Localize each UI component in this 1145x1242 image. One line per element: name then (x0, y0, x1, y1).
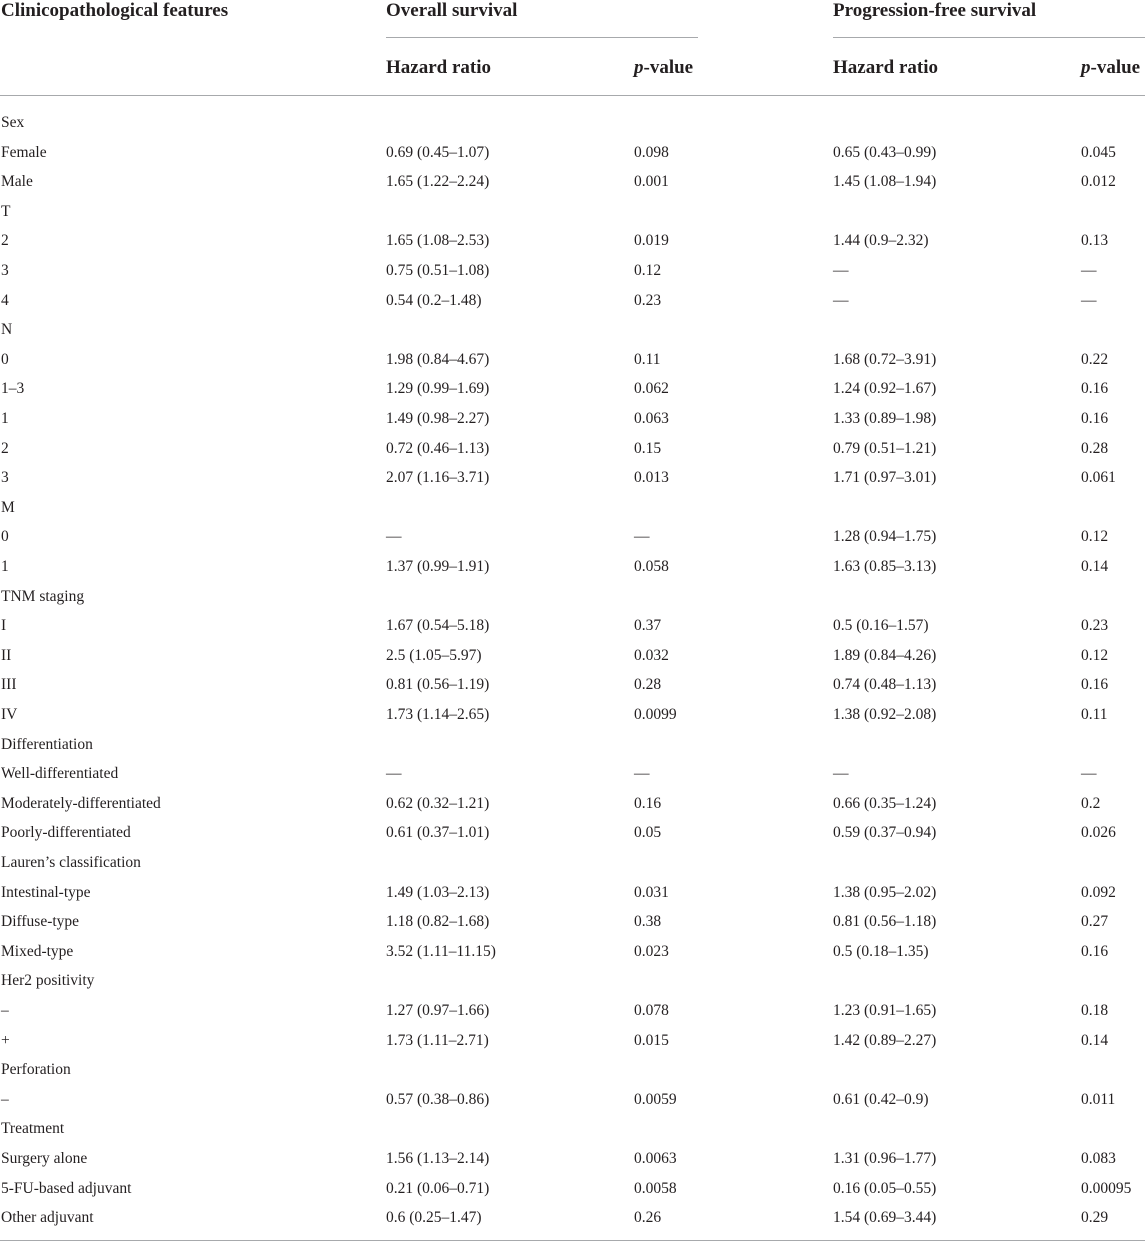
pfs-hazard-ratio-cell: 0.66 (0.35–1.24) (833, 794, 937, 812)
os-p-value-cell: 0.098 (634, 143, 669, 161)
pfs-p-value-cell: 0.083 (1081, 1150, 1116, 1167)
feature-cell: M (1, 498, 15, 516)
pfs-hazard-ratio-cell: 1.68 (0.72–3.91) (833, 350, 937, 368)
os-hazard-ratio-cell: 0.72 (0.46–1.13) (386, 439, 490, 457)
table-row (0, 1144, 1145, 1173)
os-p-value-cell: 0.031 (634, 883, 669, 901)
os-p-value-cell: 0.032 (634, 646, 669, 664)
table-row (0, 286, 1145, 315)
table-row (0, 374, 1145, 403)
os-p-value-cell: 0.05 (634, 824, 662, 842)
table-row (0, 552, 1145, 581)
table-row (0, 1085, 1145, 1114)
pfs-p-value-cell: 0.29 (1081, 1209, 1109, 1227)
pfs-hazard-ratio-cell: 1.45 (1.08–1.94) (833, 173, 937, 191)
pfs-hazard-ratio-cell: 1.33 (0.89–1.98) (833, 410, 937, 427)
feature-cell: N (1, 321, 13, 339)
table-row (0, 1026, 1145, 1055)
table-row (0, 1055, 1145, 1084)
feature-cell: II (1, 646, 12, 664)
os-hazard-ratio-cell: 1.56 (1.13–2.14) (386, 1150, 490, 1167)
table-row (0, 937, 1145, 966)
header-bottom-rule (0, 95, 1145, 96)
pfs-p-value-cell: 0.13 (1081, 232, 1109, 250)
pfs-p-value-cell: 0.12 (1081, 528, 1109, 546)
pfs-hazard-ratio-cell: 0.74 (0.48–1.13) (833, 676, 937, 694)
pfs-p-value-cell: 0.12 (1081, 646, 1109, 664)
pfs-p-value-cell: — (1081, 262, 1097, 279)
table-row (0, 404, 1145, 433)
os-hazard-ratio-cell: 1.37 (0.99–1.91) (386, 558, 490, 575)
pfs-p-value-cell: 0.026 (1081, 824, 1116, 842)
feature-cell: Intestinal-type (1, 883, 91, 901)
os-p-value-cell: 0.058 (634, 558, 669, 575)
os-p-value-cell: 0.26 (634, 1209, 662, 1227)
os-p-value-cell: 0.001 (634, 173, 669, 191)
table-row (0, 996, 1145, 1025)
pfs-hazard-ratio-cell: 1.44 (0.9–2.32) (833, 232, 929, 250)
feature-cell: + (1, 1031, 10, 1049)
table-row (0, 197, 1145, 226)
feature-cell: 5-FU-based adjuvant (1, 1179, 132, 1197)
table-row (0, 700, 1145, 729)
feature-cell: I (1, 617, 7, 635)
os-hazard-ratio-cell: 1.49 (0.98–2.27) (386, 410, 490, 427)
pfs-hazard-ratio-cell: 1.54 (0.69–3.44) (833, 1209, 937, 1227)
os-hazard-ratio-cell: 2.07 (1.16–3.71) (386, 469, 490, 487)
os-hazard-ratio-cell: — (386, 765, 402, 783)
feature-cell: 3 (1, 262, 9, 279)
pfs-hazard-ratio-header: Hazard ratio (833, 57, 939, 78)
pfs-hazard-ratio-cell: 1.89 (0.84–4.26) (833, 646, 937, 664)
pfs-p-value-cell: — (1081, 291, 1097, 309)
feature-cell: 0 (1, 350, 9, 368)
table-row (0, 434, 1145, 463)
pfs-hazard-ratio-cell: 1.63 (0.85–3.13) (833, 558, 937, 575)
pfs-p-value-cell: 0.16 (1081, 676, 1109, 694)
os-p-value-cell: 0.12 (634, 262, 662, 279)
os-group-rule (386, 37, 698, 38)
os-hazard-ratio-cell: 1.73 (1.14–2.65) (386, 706, 490, 723)
pfs-header: Progression-free survival (833, 0, 1037, 21)
pfs-hazard-ratio-cell: 1.23 (0.91–1.65) (833, 1002, 937, 1019)
os-hazard-ratio-cell: 0.54 (0.2–1.48) (386, 291, 482, 309)
feature-cell: 1–3 (1, 380, 25, 398)
feature-cell: Diffuse-type (1, 913, 80, 931)
os-hazard-ratio-cell: 1.73 (1.11–2.71) (386, 1031, 489, 1049)
table-row (0, 611, 1145, 640)
feature-cell: Surgery alone (1, 1150, 88, 1167)
pfs-p-value-cell: 0.16 (1081, 380, 1109, 398)
os-p-value-cell: 0.015 (634, 1031, 669, 1049)
pfs-hazard-ratio-cell: — (833, 262, 849, 279)
table-row (0, 522, 1145, 551)
os-p-value-cell: 0.11 (634, 350, 661, 368)
pfs-p-value-cell: 0.092 (1081, 883, 1116, 901)
table-row (0, 907, 1145, 936)
feature-cell: Sex (1, 114, 25, 131)
pfs-hazard-ratio-cell: 1.38 (0.92–2.08) (833, 706, 937, 723)
pfs-hazard-ratio-cell: 0.79 (0.51–1.21) (833, 439, 937, 457)
os-p-value-cell: 0.019 (634, 232, 669, 250)
pfs-hazard-ratio-cell: 0.5 (0.18–1.35) (833, 942, 929, 960)
feature-cell: Her2 positivity (1, 972, 95, 990)
pfs-p-value-cell: — (1081, 765, 1097, 783)
table-row (0, 167, 1145, 196)
table-row (0, 138, 1145, 167)
pfs-hazard-ratio-cell: 0.5 (0.16–1.57) (833, 617, 929, 635)
table-bottom-rule (0, 1240, 1145, 1241)
feature-cell: Other adjuvant (1, 1209, 94, 1227)
os-hazard-ratio-cell: — (386, 528, 402, 546)
os-hazard-ratio-cell: 1.98 (0.84–4.67) (386, 350, 490, 368)
feature-cell: TNM staging (1, 587, 85, 605)
feature-cell: Moderately-differentiated (1, 794, 161, 812)
table-row (0, 1203, 1145, 1232)
os-p-value-cell: 0.0058 (634, 1179, 677, 1197)
os-hazard-ratio-cell: 0.62 (0.32–1.21) (386, 794, 490, 812)
pfs-p-value-cell: 0.2 (1081, 794, 1101, 812)
table-row (0, 878, 1145, 907)
table-row (0, 1174, 1145, 1203)
os-p-value-cell: 0.062 (634, 380, 669, 398)
pfs-hazard-ratio-cell: 1.71 (0.97–3.01) (833, 469, 937, 487)
pfs-hazard-ratio-cell: 0.59 (0.37–0.94) (833, 824, 937, 842)
feature-cell: T (1, 202, 11, 220)
os-hazard-ratio-cell: 0.6 (0.25–1.47) (386, 1209, 482, 1227)
table-row (0, 226, 1145, 255)
feature-cell: Differentiation (1, 735, 93, 753)
feature-cell: – (1, 1002, 9, 1019)
os-hazard-ratio-cell: 0.75 (0.51–1.08) (386, 262, 490, 279)
os-hazard-ratio-cell: 3.52 (1.11–11.15) (386, 942, 496, 960)
pfs-p-value-cell: 0.16 (1081, 942, 1109, 960)
pfs-hazard-ratio-cell: 0.16 (0.05–0.55) (833, 1179, 937, 1197)
os-hazard-ratio-cell: 1.29 (0.99–1.69) (386, 380, 490, 398)
os-p-value-cell: 0.0099 (634, 706, 677, 723)
feature-cell: Perforation (1, 1061, 71, 1079)
table-row (0, 818, 1145, 847)
os-p-value-cell: 0.063 (634, 410, 669, 427)
os-p-value-cell: — (634, 765, 650, 783)
table-row (0, 641, 1145, 670)
pfs-group-rule (833, 37, 1145, 38)
os-p-value-cell: 0.16 (634, 794, 662, 812)
os-hazard-ratio-cell: 1.27 (0.97–1.66) (386, 1002, 490, 1019)
pfs-hazard-ratio-cell: 1.28 (0.94–1.75) (833, 528, 937, 546)
overall-survival-header: Overall survival (386, 0, 518, 21)
feature-cell: 4 (1, 291, 9, 309)
os-p-value-cell: 0.15 (634, 439, 662, 457)
pfs-hazard-ratio-cell: 0.61 (0.42–0.9) (833, 1090, 929, 1108)
pfs-p-value-cell: 0.23 (1081, 617, 1109, 635)
table-row (0, 108, 1145, 137)
feature-cell: Well-differentiated (1, 765, 119, 783)
pfs-hazard-ratio-cell: — (833, 765, 849, 783)
os-p-value-cell: 0.0063 (634, 1150, 677, 1167)
pfs-hazard-ratio-cell: 0.65 (0.43–0.99) (833, 143, 937, 161)
os-hazard-ratio-cell: 0.61 (0.37–1.01) (386, 824, 490, 842)
feature-cell: III (1, 676, 17, 694)
features-header: Clinicopathological features (1, 0, 229, 21)
pfs-hazard-ratio-cell: — (833, 291, 849, 309)
pfs-p-value-cell: 0.16 (1081, 410, 1109, 427)
os-p-value-cell: 0.28 (634, 676, 662, 694)
os-p-value-cell: 0.023 (634, 942, 669, 960)
os-hazard-ratio-cell: 0.69 (0.45–1.07) (386, 143, 490, 161)
pfs-p-value-cell: 0.14 (1081, 558, 1109, 575)
feature-cell: Poorly-differentiated (1, 824, 131, 842)
feature-cell: – (1, 1090, 9, 1108)
feature-cell: 3 (1, 469, 9, 487)
os-p-value-cell: 0.0059 (634, 1090, 677, 1108)
pfs-hazard-ratio-cell: 1.31 (0.96–1.77) (833, 1150, 937, 1167)
pfs-p-value-cell: 0.061 (1081, 469, 1116, 487)
feature-cell: 1 (1, 410, 9, 427)
table-row (0, 759, 1145, 788)
pfs-hazard-ratio-cell: 1.24 (0.92–1.67) (833, 380, 937, 398)
pfs-p-value-cell: 0.011 (1081, 1090, 1116, 1108)
table-row (0, 730, 1145, 759)
os-hazard-ratio-header: Hazard ratio (386, 57, 492, 78)
os-p-value-cell: 0.013 (634, 469, 669, 487)
os-p-value-header: p-value (634, 57, 694, 78)
feature-cell: Lauren’s classification (1, 854, 141, 871)
table-row (0, 789, 1145, 818)
table-row (0, 1114, 1145, 1143)
pfs-p-value-cell: 0.27 (1081, 913, 1109, 931)
feature-cell: 2 (1, 439, 9, 457)
pfs-p-value-cell: 0.00095 (1081, 1179, 1132, 1197)
table-row (0, 582, 1145, 611)
os-hazard-ratio-cell: 0.57 (0.38–0.86) (386, 1090, 490, 1108)
os-hazard-ratio-cell: 1.65 (1.08–2.53) (386, 232, 490, 250)
os-p-value-cell: 0.078 (634, 1002, 669, 1019)
feature-cell: Female (1, 143, 47, 161)
pfs-hazard-ratio-cell: 1.38 (0.95–2.02) (833, 883, 937, 901)
table-row (0, 670, 1145, 699)
pfs-p-value-cell: 0.045 (1081, 143, 1116, 161)
feature-cell: Mixed-type (1, 942, 74, 960)
os-hazard-ratio-cell: 1.18 (0.82–1.68) (386, 913, 490, 931)
pfs-hazard-ratio-cell: 1.42 (0.89–2.27) (833, 1031, 937, 1049)
pfs-p-value-cell: 0.18 (1081, 1002, 1109, 1019)
pfs-p-value-header: p-value (1081, 57, 1141, 78)
pfs-p-value-cell: 0.14 (1081, 1031, 1109, 1049)
os-p-value-cell: 0.38 (634, 913, 662, 931)
pfs-p-value-cell: 0.28 (1081, 439, 1109, 457)
os-hazard-ratio-cell: 2.5 (1.05–5.97) (386, 646, 482, 664)
os-p-value-cell: 0.37 (634, 617, 662, 635)
os-hazard-ratio-cell: 1.65 (1.22–2.24) (386, 173, 490, 191)
pfs-p-value-cell: 0.012 (1081, 173, 1116, 191)
os-hazard-ratio-cell: 0.81 (0.56–1.19) (386, 676, 490, 694)
feature-cell: 1 (1, 558, 9, 575)
table-row (0, 463, 1145, 492)
table-row (0, 345, 1145, 374)
os-p-value-cell: — (634, 528, 650, 546)
pfs-p-value-cell: 0.22 (1081, 350, 1109, 368)
os-hazard-ratio-cell: 1.49 (1.03–2.13) (386, 883, 490, 901)
feature-cell: Treatment (1, 1120, 65, 1138)
os-p-value-cell: 0.23 (634, 291, 662, 309)
table-row (0, 848, 1145, 877)
table-row (0, 966, 1145, 995)
os-hazard-ratio-cell: 0.21 (0.06–0.71) (386, 1179, 490, 1197)
table-row (0, 493, 1145, 522)
feature-cell: 0 (1, 528, 9, 546)
feature-cell: Male (1, 173, 33, 191)
os-hazard-ratio-cell: 1.67 (0.54–5.18) (386, 617, 490, 635)
pfs-hazard-ratio-cell: 0.81 (0.56–1.18) (833, 913, 937, 931)
feature-cell: 2 (1, 232, 9, 250)
feature-cell: IV (1, 706, 18, 723)
pfs-p-value-cell: 0.11 (1081, 706, 1108, 723)
table-row (0, 256, 1145, 285)
table-row (0, 315, 1145, 344)
